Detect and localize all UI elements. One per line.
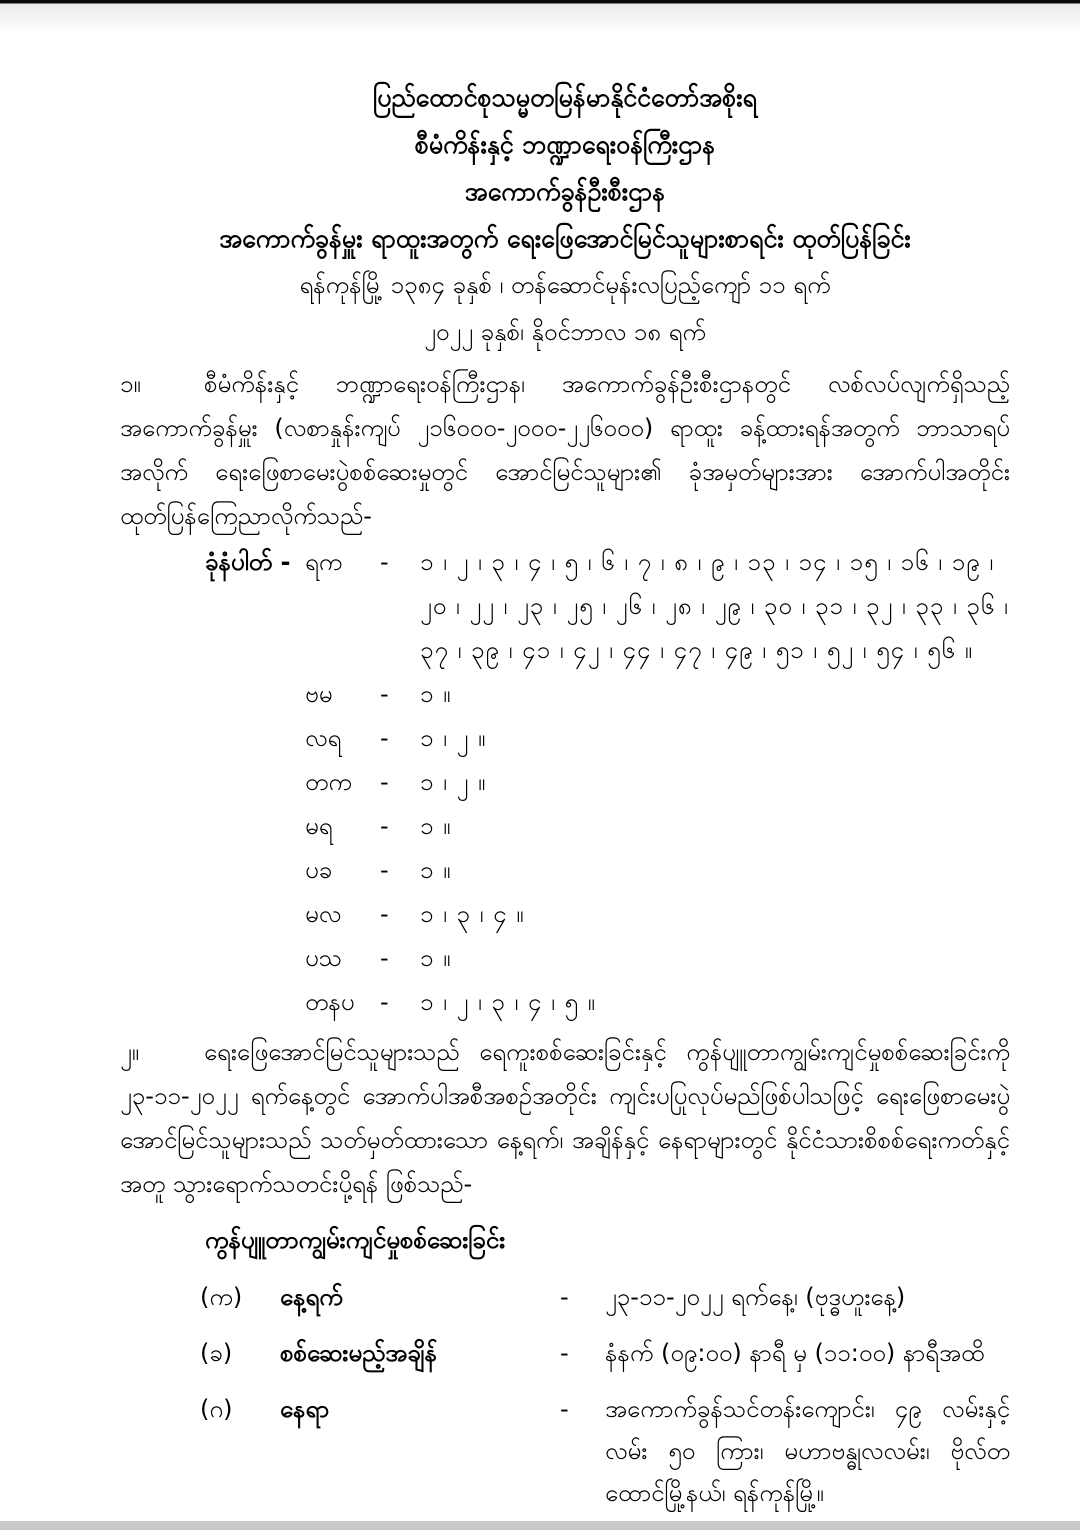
roll-row-values: ၁ ၊ ၂ ။ [420,724,487,752]
roll-row-spacer [205,716,305,760]
schedule-item-time [200,1332,1010,1374]
roll-number-block [205,540,1010,1024]
roll-row-values: ၁ ၊ ၂ ၊ ၃ ၊ ၄ ၊ ၅ ၊ ၆ ၊ ၇ ၊ ၈ ၊ ၉ ၊ ၁၃ ၊ ၁၄ ၊ ၁၅ ၊ ၁၆ ၊ ၁၉ ၊ ၂၀ ၊ ၂၂ ၊ ၂၃ ၊ ၂၅ ၊ ၂၆ ၊ ၂၈ ၊ ၂၉ ၊ ၃၀ ၊ ၃၁ ၊ ၃၂ ၊ ၃၃ ၊ ၃၆ ၊ ၃၇ ၊ ၃၉ ၊ ၄၁ ၊ ၄၂ ၊ ၄၄ ၊ ၄၇ ၊ ၄၉ ၊ ၅၁ ၊ ၅၂ ၊ ၅၄ ၊ ၅၆ ။ [420,548,1009,664]
item-value: အကောက်ခွန်သင်တန်းကျောင်း၊ ၄၉ လမ်းနှင့် လမ်း ၅၀ ကြား၊ မဟာဗန္ဓုလလမ်း၊ ဗိုလ်တထောင်မြို့နယ်၊ ရန်ကုန်မြို့။ [605,1395,1010,1507]
roll-row-values: ၁ ။ [420,812,452,840]
roll-numbers-label: ခုံနံပါတ် - [205,548,291,576]
roll-row-dash: - [380,944,389,972]
document-title-line-1: ပြည်ထောင်စုသမ္မတမြန်မာနိုင်ငံတော်အစိုးရ [373,83,757,112]
roll-row-values: ၁ ။ [420,856,452,884]
paragraph-1-number: ၁။ [120,370,141,398]
roll-row-patha [205,936,1010,980]
roll-row-dash: - [380,548,389,576]
issue-date-line-2: ၂၀၂၂ ခုနှစ်၊ နိုဝင်ဘာလ ၁၈ ရက် [424,318,706,346]
schedule-items [200,1276,1010,1514]
item-dash: - [560,1283,569,1311]
roll-row-spacer [205,848,305,892]
page-bottom-bar [0,1521,1080,1530]
item-label: နေရာ [280,1395,330,1423]
roll-row-dash: - [380,812,389,840]
item-label: နေ့ရက် [280,1283,343,1311]
schedule-item-venue [200,1388,1010,1514]
roll-row-mara [205,804,1010,848]
document-content [120,74,1010,1514]
item-key: (ဂ) [200,1395,233,1423]
roll-row-dash: - [380,988,389,1016]
roll-row-code: မလ [305,900,342,928]
roll-row-lara [205,716,1010,760]
item-value: ၂၃-၁၁-၂၀၂၂ ရက်နေ့၊ (ဗုဒ္ဓဟူးနေ့) [605,1283,906,1311]
roll-row-code: တနပ [305,988,355,1016]
document-title-line-2: စီမံကိန်းနှင့် ဘဏ္ဍာရေးဝန်ကြီးဌာန [414,130,716,159]
page-top-edge [0,0,1080,34]
roll-row-spacer [205,760,305,804]
roll-row-code: လရ [305,724,342,752]
paragraph-1 [120,362,1010,538]
roll-row-code: ပသ [305,944,342,972]
roll-row-values: ၁ ။ [420,680,452,708]
schedule-item-date [200,1276,1010,1318]
roll-row-spacer [205,672,305,716]
item-label: စစ်ဆေးမည့်အချိန် [280,1339,438,1367]
roll-row-spacer [205,936,305,980]
roll-row-tanapa [205,980,1010,1024]
paragraph-2-number: ၂။ [120,1038,140,1066]
roll-row-values: ၁ ၊ ၃ ၊ ၄ ။ [420,900,525,928]
paragraph-2-text: ရေးဖြေအောင်မြင်သူများသည် ရေကူးစစ်ဆေးခြင်းနှင့် ကွန်ပျူတာကျွမ်းကျင်မှုစစ်ဆေးခြင်းကို ၂၃-၁၁-၂၀၂၂ ရက်နေ့တွင် အောက်ပါအစီအစဉ်အတိုင်း ကျင်းပပြုလုပ်မည်ဖြစ်ပါသဖြင့် ရေးဖြေစာမေးပွဲ အောင်မြင်သူများသည် သတ်မှတ်ထားသော နေ့ရက်၊ အချိန်နှင့် နေရာများတွင် နိုင်ငံသားစိစစ်ရေးကတ်နှင့်အတူ သွားရောက်သတင်းပို့ရန် ဖြစ်သည်- [120,1038,1010,1198]
roll-row-values: ၁ ၊ ၂ ။ [420,768,487,796]
document-title-line-3: အကောက်ခွန်ဦးစီးဌာန [464,177,666,206]
roll-row-code: မရ [305,812,333,840]
item-dash: - [560,1339,569,1367]
issue-date-line-1: ရန်ကုန်မြို့ ၁၃၈၄ ခုနှစ် ၊ တန်ဆောင်မုန်းလပြည့်ကျော် ၁၁ ရက် [299,271,831,299]
item-dash: - [560,1395,569,1423]
roll-row-values: ၁ ၊ ၂ ၊ ၃ ၊ ၄ ၊ ၅ ။ [420,988,596,1016]
roll-row-raka [205,540,1010,672]
roll-row-dash: - [380,856,389,884]
roll-row-spacer [205,804,305,848]
paragraph-1-text: စီမံကိန်းနှင့် ဘဏ္ဍာရေးဝန်ကြီးဌာန၊ အကောက်ခွန်ဦးစီးဌာနတွင် လစ်လပ်လျက်ရှိသည့် အကောက်ခွန်မှူး (လစာနှုန်းကျပ် ၂၁၆၀၀၀-၂၀၀၀-၂၂၆၀၀၀) ရာထူး ခန့်ထားရန်အတွက် ဘာသာရပ်အလိုက် ရေးဖြေစာမေးပွဲစစ်ဆေးမှုတွင် အောင်မြင်သူများ၏ ခုံအမှတ်များအား အောက်ပါအတိုင်း ထုတ်ပြန်ကြေညာလိုက်သည်- [120,370,1010,530]
roll-row-dash: - [380,680,389,708]
roll-row-code: တက [305,768,352,796]
roll-row-bama [205,672,1010,716]
roll-row-pakha [205,848,1010,892]
roll-row-dash: - [380,900,389,928]
document-title-line-4: အကောက်ခွန်မှူး ရာထူးအတွက် ရေးဖြေအောင်မြင်သူများစာရင်း ထုတ်ပြန်ခြင်း [219,224,911,253]
roll-row-spacer [205,892,305,936]
roll-row-values: ၁ ။ [420,944,452,972]
item-value: နံနက် (၀၉:၀၀) နာရီ မှ (၁၁:၀၀) နာရီအထိ [605,1339,985,1367]
item-key: (ခ) [200,1339,233,1367]
roll-row-dash: - [380,724,389,752]
roll-row-code: ပခ [305,856,333,884]
roll-row-code: ရက [305,548,343,576]
roll-row-code: ဗမ [305,680,333,708]
roll-row-spacer [205,980,305,1024]
item-key: (က) [200,1283,243,1311]
roll-row-mala [205,892,1010,936]
computer-test-section-heading: ကွန်ပျူတာကျွမ်းကျင်မှုစစ်ဆေးခြင်း [205,1226,506,1254]
roll-row-dash: - [380,768,389,796]
roll-row-taka [205,760,1010,804]
paragraph-2 [120,1030,1010,1206]
